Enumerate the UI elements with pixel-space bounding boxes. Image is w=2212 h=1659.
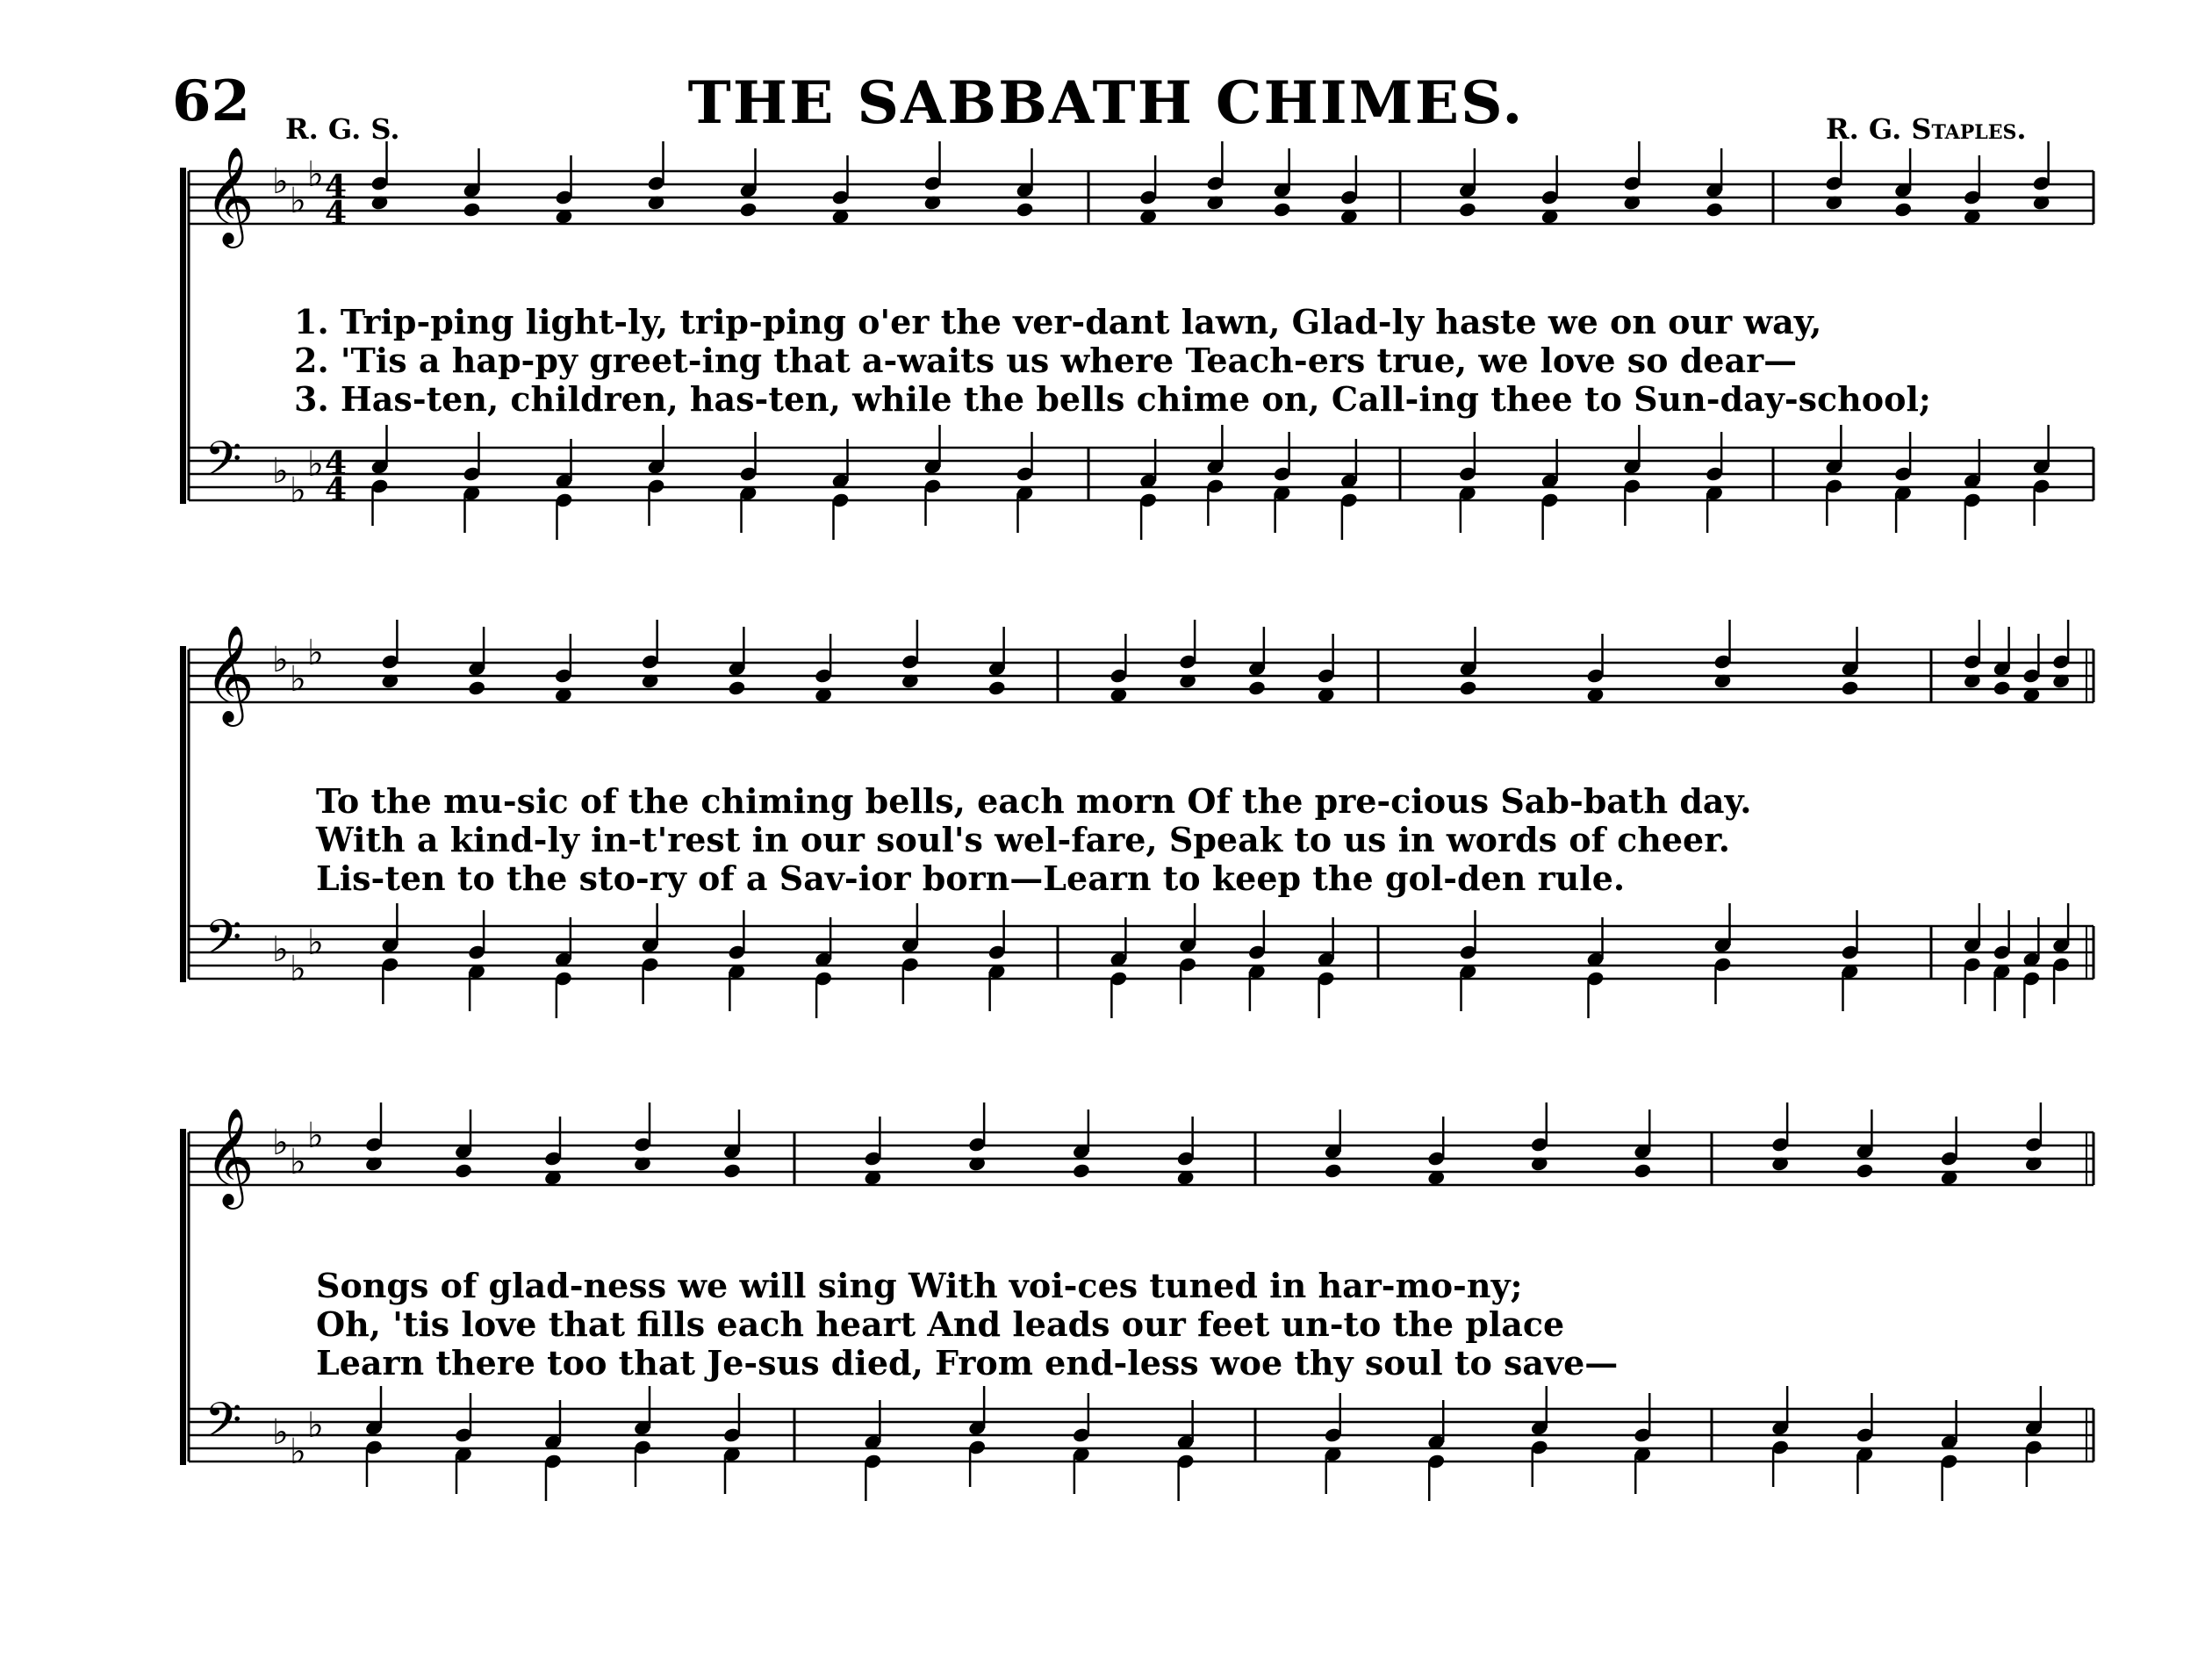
system-3-verse-1: Songs of glad-ness we will sing With voi-ces tuned in har-mo-ny;: [316, 1266, 1523, 1305]
note-head: [1273, 201, 1292, 218]
note-head: [467, 679, 486, 696]
time-signature-top: 4: [325, 169, 348, 205]
treble-clef-icon: 𝄞: [205, 624, 255, 722]
treble-staff: [189, 1132, 2094, 1185]
words-credit: R. G. S.: [285, 112, 400, 146]
note-head: [454, 1162, 473, 1179]
flat-icon: ♭: [290, 1142, 306, 1182]
time-signature-bottom: 4: [325, 471, 348, 508]
note-head: [1993, 679, 2012, 696]
note-head: [728, 679, 747, 696]
system-bracket: [180, 646, 186, 982]
note-head: [1458, 201, 1477, 218]
note-head: [1856, 1162, 1875, 1179]
note-head: [1893, 201, 1913, 218]
note-head: [722, 1162, 742, 1179]
flat-icon: ♭: [272, 1412, 289, 1453]
page-number: 62: [172, 68, 251, 134]
flat-icon: ♭: [307, 1405, 324, 1446]
system-2-verse-2: With a kind-ly in-t'rest in our soul's wel-fare, Speak to us in words of cheer.: [316, 820, 1730, 859]
note-head: [1072, 1162, 1091, 1179]
note-head: [1247, 679, 1267, 696]
flat-icon: ♭: [307, 154, 324, 195]
note-head: [1324, 1162, 1343, 1179]
system-3-verse-3: Learn there too that Je-sus died, From end-less woe thy soul to save—: [316, 1343, 1619, 1382]
flat-icon: ♭: [307, 444, 324, 485]
note-head: [1016, 201, 1035, 218]
bass-clef-icon: 𝄢: [205, 909, 242, 977]
bass-clef-icon: 𝄢: [205, 431, 242, 499]
bass-clef-icon: 𝄢: [205, 1392, 242, 1460]
treble-clef-icon: 𝄞: [205, 1107, 255, 1205]
note-head: [1459, 679, 1478, 696]
flat-icon: ♭: [307, 633, 324, 673]
system-2-verse-3: Lis-ten to the sto-ry of a Sav-ior born—Learn to keep the gol-den rule.: [316, 858, 1626, 898]
note-head: [739, 201, 758, 218]
note-head: [1705, 201, 1724, 218]
system-1-verse-2: 2. 'Tis a hap-py greet-ing that a-waits us where Teach-ers true, we love so dear—: [294, 341, 1798, 380]
flat-icon: ♭: [290, 181, 306, 221]
note-head: [463, 201, 482, 218]
flat-icon: ♭: [307, 1116, 324, 1156]
note-head: [1633, 1162, 1652, 1179]
system-2-verse-1: To the mu-sic of the chiming bells, each morn Of the pre-cious Sab-bath day.: [316, 781, 1752, 821]
note-head: [988, 679, 1007, 696]
flat-icon: ♭: [290, 659, 306, 700]
flat-icon: ♭: [307, 923, 324, 963]
system-1-verse-3: 3. Has-ten, children, has-ten, while the bells chime on, Call-ing thee to Sun-day-school;: [294, 379, 1931, 419]
time-signature-top: 4: [325, 445, 348, 482]
note-head: [1841, 679, 1860, 696]
flat-icon: ♭: [290, 1432, 306, 1472]
system-bracket: [180, 1129, 186, 1465]
flat-icon: ♭: [272, 640, 289, 680]
system-bracket: [180, 168, 186, 504]
flat-icon: ♭: [272, 451, 289, 492]
time-signature-bottom: 4: [325, 195, 348, 232]
page-title: THE SABBATH CHIMES.: [687, 68, 1525, 137]
system-3-verse-2: Oh, 'tis love that fills each heart And leads our feet un-to the place: [316, 1304, 1565, 1344]
music-credit: R. G. Staples.: [1826, 112, 2027, 146]
flat-icon: ♭: [290, 949, 306, 989]
system-1-verse-1: 1. Trip-ping light-ly, trip-ping o'er the ver-dant lawn, Glad-ly haste we on our way,: [294, 302, 1822, 341]
bass-staff: [189, 1409, 2094, 1462]
treble-clef-icon: 𝄞: [205, 146, 255, 244]
flat-icon: ♭: [272, 162, 289, 202]
flat-icon: ♭: [272, 930, 289, 970]
flat-icon: ♭: [290, 470, 306, 511]
flat-icon: ♭: [272, 1123, 289, 1163]
